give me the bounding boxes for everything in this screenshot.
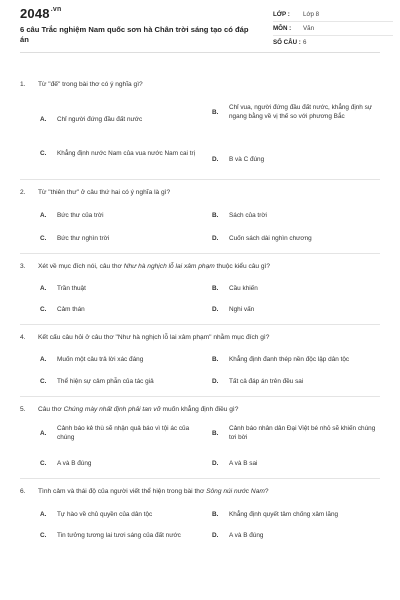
meta-label: SỐ CÂU :: [273, 39, 301, 46]
document-header: [20, 0, 380, 53]
question-4: [20, 333, 380, 342]
option-text: Chỉ vua, người đứng đầu đất nước, khẳng định sự ngang bằng về vị thế so với phương Bắc: [229, 104, 373, 120]
option-5d[interactable]: [212, 459, 257, 468]
option-6b[interactable]: [212, 510, 338, 519]
question-text: [38, 405, 380, 414]
option-letter: D.: [212, 378, 219, 385]
question-stem: [20, 262, 380, 271]
option-letter: D.: [212, 460, 219, 467]
question-5: [20, 405, 380, 414]
option-letter: A.: [40, 116, 47, 123]
question-divider: [20, 179, 380, 180]
meta-value: Văn: [303, 25, 315, 32]
option-letter: A.: [40, 356, 47, 363]
option-text: A và B sai: [229, 460, 258, 467]
option-6d[interactable]: [212, 531, 263, 540]
option-text: Chỉ người đứng đầu đất nước: [57, 116, 143, 123]
option-4a[interactable]: [40, 355, 143, 364]
option-5a[interactable]: [40, 424, 210, 442]
stem-part: Từ "đế" trong bài thơ có ý nghĩa gì?: [38, 81, 143, 88]
option-6a[interactable]: [40, 510, 152, 519]
option-letter: A.: [40, 511, 47, 518]
option-text: Bức thư nghìn trời: [57, 235, 110, 242]
stem-part: Câu thơ: [38, 406, 64, 413]
option-text: Khẳng định đanh thép nền độc lập dân tộc: [229, 356, 350, 363]
question-divider: [20, 478, 380, 479]
option-letter: B.: [212, 429, 219, 437]
option-text: Tất cả đáp án trên đều sai: [229, 378, 304, 385]
option-letter: D.: [212, 156, 219, 163]
meta-value: 6: [303, 39, 307, 46]
option-4d[interactable]: [212, 377, 303, 386]
question-text: [38, 487, 380, 496]
option-text: Bức thư của trời: [57, 212, 104, 219]
option-letter: A.: [40, 285, 47, 292]
question-stem: [20, 405, 380, 414]
question-stem: [20, 333, 380, 342]
option-text: Cuốn sách dài nghìn chương: [229, 235, 312, 242]
question-divider: [20, 396, 380, 397]
option-text: Tin tưởng tương lai tươi sáng của đất nước: [57, 532, 181, 539]
question-stem: [20, 188, 380, 197]
option-letter: D.: [212, 306, 219, 313]
question-divider: [20, 324, 380, 325]
logo-main: 2048: [20, 6, 50, 21]
option-text: Cảm thán: [57, 306, 85, 313]
stem-part: thuộc kiểu câu gì?: [214, 263, 271, 270]
option-letter: C.: [40, 378, 47, 385]
option-3b[interactable]: [212, 284, 258, 293]
option-2b[interactable]: [212, 211, 267, 220]
option-letter: C.: [40, 306, 47, 313]
question-number: 3.: [20, 263, 26, 270]
option-2d[interactable]: [212, 234, 312, 243]
option-text: Sách của trời: [229, 212, 267, 219]
option-2c[interactable]: [40, 234, 109, 243]
option-4b[interactable]: [212, 355, 349, 364]
meta-label: MÔN :: [273, 25, 292, 32]
logo-sub: .vn: [50, 6, 62, 13]
question-6: [20, 487, 380, 496]
question-stem: [20, 487, 380, 496]
option-text: Cảnh báo nhân dân Đại Việt bé nhỏ sẽ khiến chúng tơi bời: [229, 425, 376, 441]
option-1b[interactable]: [212, 103, 380, 121]
question-text: [38, 188, 380, 197]
option-3c[interactable]: [40, 305, 85, 314]
stem-italic: Chúng mày nhất định phải tan vỡ: [63, 406, 161, 413]
meta-table: [273, 8, 393, 49]
stem-part: muốn khẳng định điều gì?: [160, 406, 239, 413]
option-6c[interactable]: [40, 531, 181, 540]
question-2: [20, 188, 380, 197]
option-text: Muốn một câu trả lời xác đáng: [57, 356, 144, 363]
meta-row-class: [273, 8, 393, 22]
option-letter: B.: [212, 356, 219, 363]
site-logo[interactable]: [20, 6, 61, 21]
option-letter: B.: [212, 212, 219, 219]
question-number: 5.: [20, 406, 26, 413]
option-text: Thể hiện sự cảm phẫn của tác giả: [57, 378, 154, 385]
stem-italic: Như hà nghịch lỗ lai xâm phạm: [123, 263, 215, 270]
meta-value: Lớp 8: [303, 11, 320, 18]
option-letter: B.: [212, 511, 219, 518]
option-5b[interactable]: [212, 424, 380, 442]
question-text: [38, 80, 380, 89]
option-4c[interactable]: [40, 377, 154, 386]
meta-row-subject: [273, 22, 393, 36]
option-text: Tự hào về chủ quyền của dân tộc: [57, 511, 153, 518]
option-text: Trần thuật: [57, 285, 86, 292]
meta-label: LỚP :: [273, 11, 290, 18]
question-text: [38, 262, 380, 271]
option-letter: B.: [212, 108, 219, 116]
option-text: Cầu khiến: [229, 285, 258, 292]
question-number: 1.: [20, 81, 26, 88]
document-title: 6 câu Trắc nghiệm Nam quốc sơn hà Chân trời sáng tạo có đáp án: [20, 25, 249, 44]
question-number: 4.: [20, 334, 26, 341]
option-1c[interactable]: [40, 149, 210, 158]
option-letter: B.: [212, 285, 219, 292]
question-text: [38, 333, 380, 342]
option-letter: A.: [40, 429, 47, 437]
option-3d[interactable]: [212, 305, 254, 314]
option-5c[interactable]: [40, 459, 91, 468]
question-stem: [20, 80, 380, 89]
option-text: A và B đúng: [229, 532, 264, 539]
stem-italic: Sông núi nước Nam: [206, 488, 265, 495]
option-letter: D.: [212, 532, 219, 539]
option-1d[interactable]: [212, 155, 264, 164]
stem-part: ?: [264, 488, 269, 495]
question-divider: [20, 253, 380, 254]
option-letter: C.: [40, 235, 47, 242]
option-2a[interactable]: [40, 211, 104, 220]
option-letter: C.: [40, 532, 47, 539]
option-text: B và C đúng: [229, 156, 265, 163]
question-number: 6.: [20, 488, 26, 495]
option-text: Khẳng định quyết tâm chống xâm lăng: [229, 511, 339, 518]
option-letter: D.: [212, 235, 219, 242]
question-1: [20, 80, 380, 89]
option-text: A và B đúng: [57, 460, 92, 467]
stem-part: Xét về mục đích nói, câu thơ: [38, 263, 124, 270]
stem-part: Tình cảm và thái độ của người viết thể hiện trong bài thơ: [38, 488, 207, 495]
stem-part: Từ "thiên thư" ở câu thứ hai có ý nghĩa là gì?: [38, 189, 171, 196]
option-1a[interactable]: [40, 115, 142, 124]
meta-row-count: [273, 36, 393, 49]
option-text: Nghi vấn: [229, 306, 255, 313]
question-3: [20, 262, 380, 271]
option-letter: A.: [40, 212, 47, 219]
option-letter: C.: [40, 460, 47, 467]
option-letter: C.: [40, 150, 47, 157]
option-3a[interactable]: [40, 284, 86, 293]
option-text: Cảnh báo kẻ thù sẽ nhận quả báo vì tội ác của chúng: [57, 425, 190, 441]
option-text: Khẳng định nước Nam của vua nước Nam cai trị: [57, 150, 196, 157]
question-number: 2.: [20, 189, 26, 196]
stem-part: Kết cấu câu hỏi ở câu thơ "Như hà nghịch lỗ lai xâm phạm" nhằm mục đích gì?: [38, 334, 270, 341]
